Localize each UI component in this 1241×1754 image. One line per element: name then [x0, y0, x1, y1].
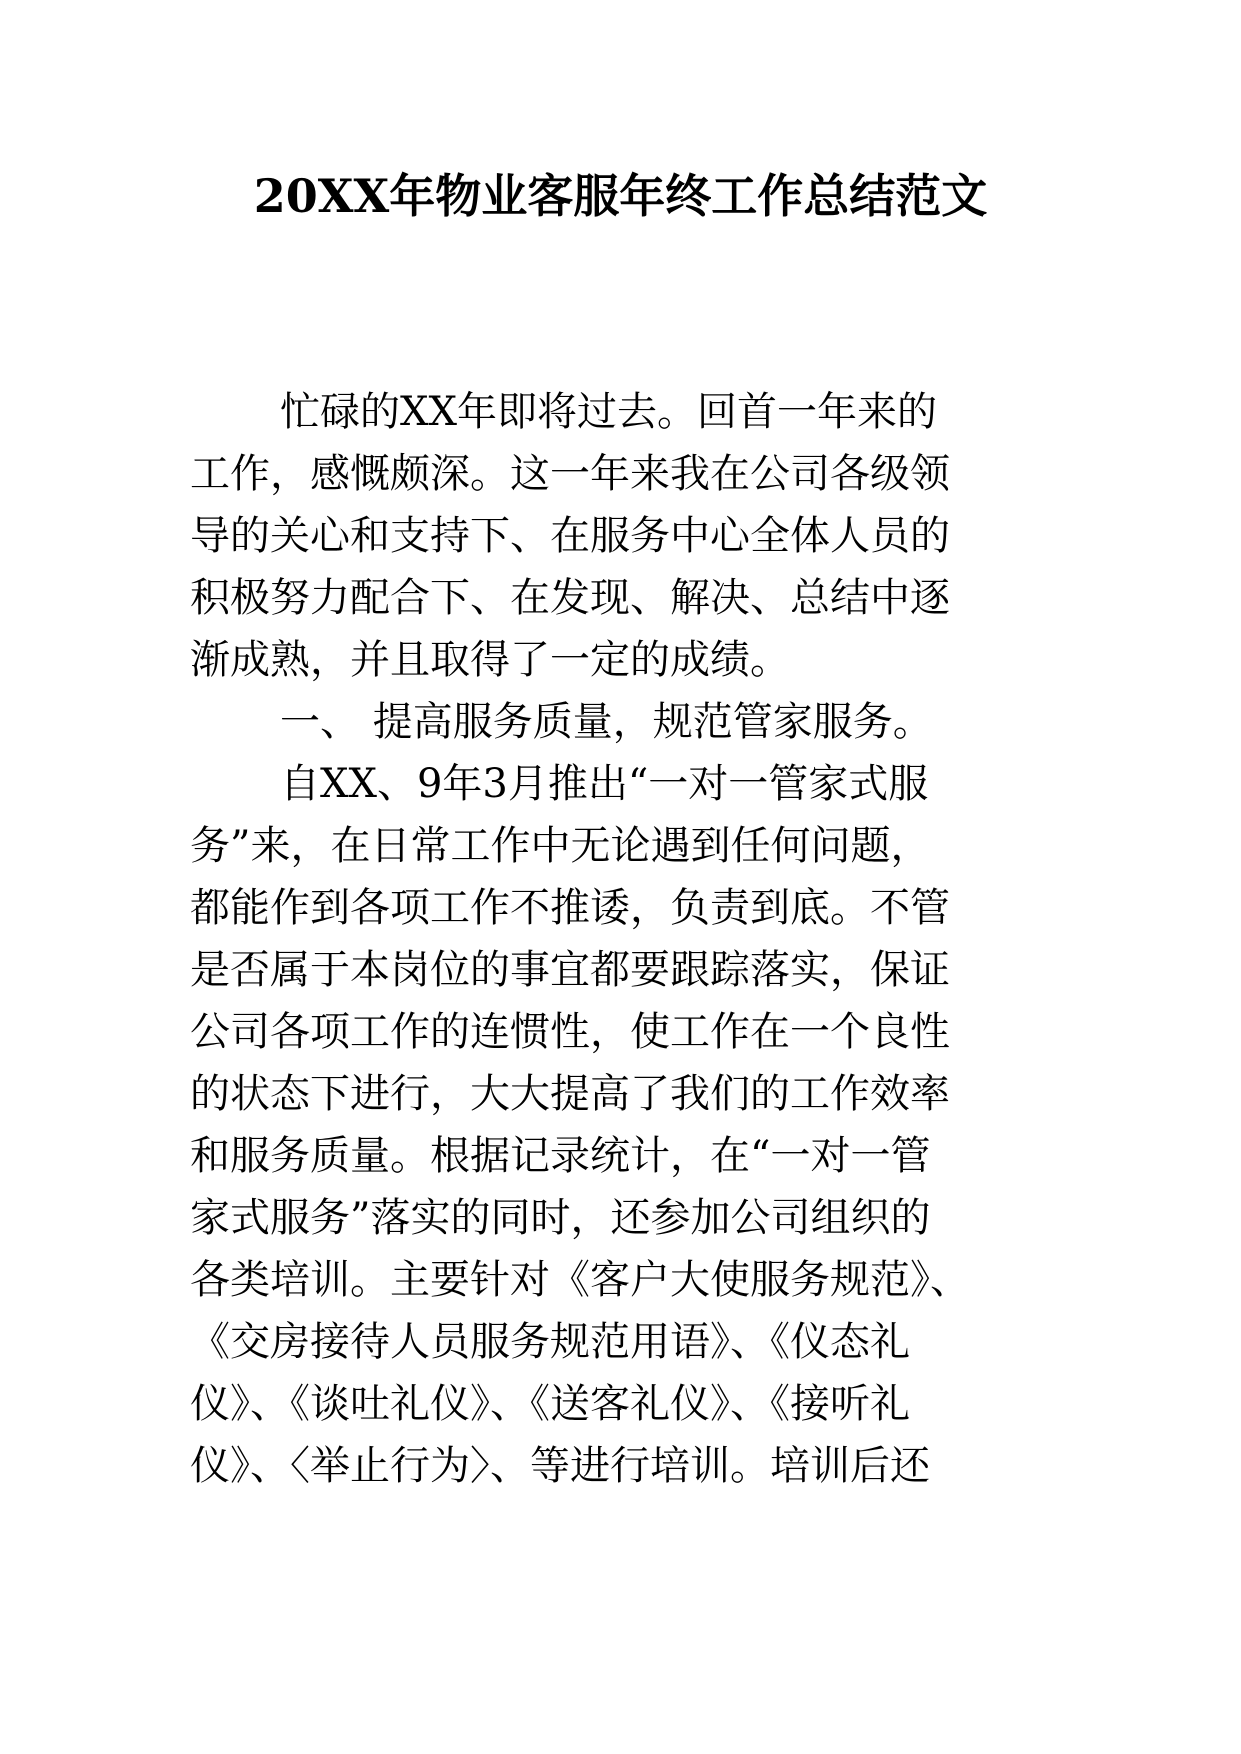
paragraph-line: 仪》、《谈吐礼仪》、《送客礼仪》、《接听礼 [190, 1381, 910, 1427]
paragraph-line: 都能作到各项工作不推诿，负责到底。不管 [190, 885, 950, 931]
paragraph-line: 渐成熟，并且取得了一定的成绩。 [190, 637, 790, 683]
paragraph-line: 各类培训。主要针对《客户大使服务规范》、 [190, 1257, 970, 1303]
section-heading: 一、 提高服务质量，规范管家服务。 [280, 699, 933, 745]
paragraph-line: 是否属于本岗位的事宜都要跟踪落实，保证 [190, 947, 950, 993]
paragraph-line: 自XX、9年3月推出“一对一管家式服 [280, 761, 929, 807]
document-title: 20XX年物业客服年终工作总结范文 [253, 169, 988, 223]
paragraph-line: 仪》、〈举止行为〉、等进行培训。培训后还 [190, 1443, 930, 1489]
paragraph-line: 家式服务”落实的同时，还参加公司组织的 [190, 1195, 931, 1241]
paragraph-line: 忙碌的XX年即将过去。回首一年来的 [280, 389, 937, 435]
paragraph-line: 务”来，在日常工作中无论遇到任何问题， [190, 823, 931, 869]
paragraph-line: 工作，感慨颇深。这一年来我在公司各级领 [190, 451, 950, 497]
paragraph-line: 导的关心和支持下、在服务中心全体人员的 [190, 513, 950, 559]
paragraph-line: 的状态下进行，大大提高了我们的工作效率 [190, 1071, 950, 1117]
paragraph-line: 《交房接待人员服务规范用语》、《仪态礼 [190, 1319, 910, 1365]
paragraph-line: 公司各项工作的连惯性，使工作在一个良性 [190, 1009, 950, 1055]
paragraph-line: 和服务质量。根据记录统计，在“一对一管 [190, 1133, 931, 1179]
document-body [190, 381, 1090, 1497]
paragraph-line: 积极努力配合下、在发现、解决、总结中逐 [190, 575, 950, 621]
